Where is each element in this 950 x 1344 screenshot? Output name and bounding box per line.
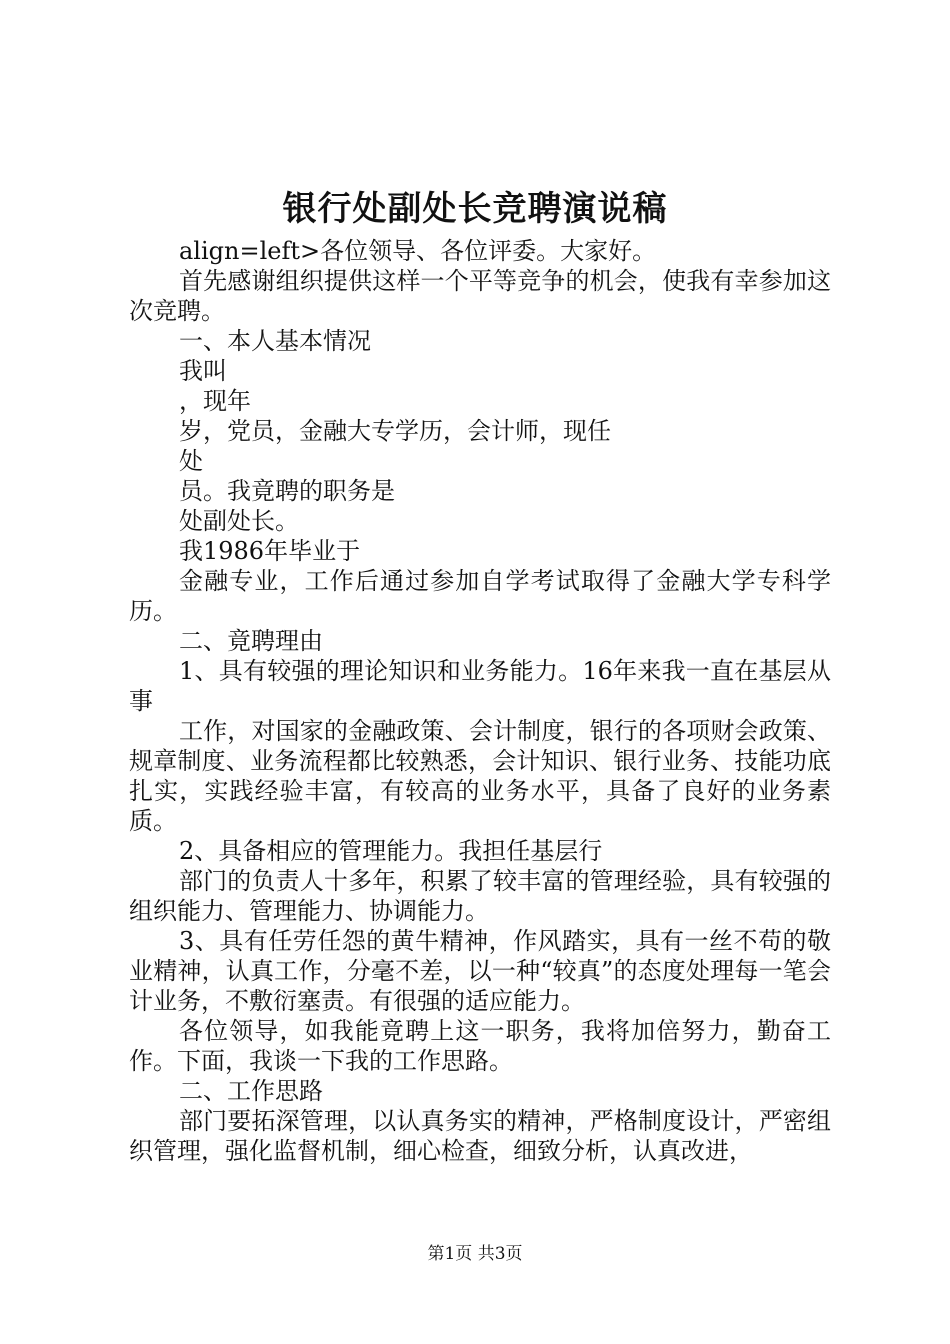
paragraph: 2、具备相应的管理能力。我担任基层行 (179, 837, 603, 865)
paragraph: 岁，党员，金融大专学历，会计师，现任 (179, 417, 611, 445)
paragraph: 处 (179, 447, 203, 475)
paragraph: 工作，对国家的金融政策、会计制度，银行的各项财会政策、规章制度、业务流程都比较熟悉，会计知识、银行业务、技能功底扎实，实践经验丰富，有较高的业务水平，具备了良好的业务素质。 (129, 717, 831, 835)
paragraph: 部门要拓深管理，以认真务实的精神，严格制度设计，严密组织管理，强化监督机制，细心检查，细致分析，认真改进， (129, 1107, 831, 1165)
paragraph: 我叫 (179, 357, 227, 385)
paragraph: 金融专业，工作后通过参加自学考试取得了金融大学专科学历。 (129, 567, 831, 625)
paragraph: 1、具有较强的理论知识和业务能力。16年来我一直在基层从事 (129, 657, 831, 715)
paragraph: align=left>各位领导、各位评委。大家好。 (179, 237, 657, 265)
paragraph: 部门的负责人十多年，积累了较丰富的管理经验，具有较强的组织能力、管理能力、协调能力。 (129, 867, 831, 925)
paragraph: 各位领导，如我能竟聘上这一职务，我将加倍努力，勤奋工作。下面，我谈一下我的工作思路。 (129, 1017, 831, 1075)
section-heading: 二、竟聘理由 (179, 627, 323, 655)
paragraph: ，现年 (179, 387, 251, 415)
paragraph: 处副处长。 (179, 507, 299, 535)
document-title: 银行处副处长竞聘演说稿 (282, 189, 668, 229)
section-heading: 二、工作思路 (179, 1077, 323, 1105)
paragraph: 3、具有任劳任怨的黄牛精神，作风踏实，具有一丝不苟的敬业精神，认真工作，分毫不差，以一种“较真”的态度处理每一笔会计业务，不敷衍塞责。有很强的适应能力。 (129, 927, 831, 1015)
paragraph: 员。我竟聘的职务是 (179, 477, 395, 505)
paragraph: 首先感谢组织提供这样一个平等竞争的机会，使我有幸参加这次竞聘。 (129, 267, 831, 325)
section-heading: 一、本人基本情况 (179, 327, 371, 355)
page-footer: 第1页 共3页 (427, 1244, 523, 1264)
document-body (129, 236, 831, 1166)
paragraph: 我1986年毕业于 (179, 537, 361, 565)
